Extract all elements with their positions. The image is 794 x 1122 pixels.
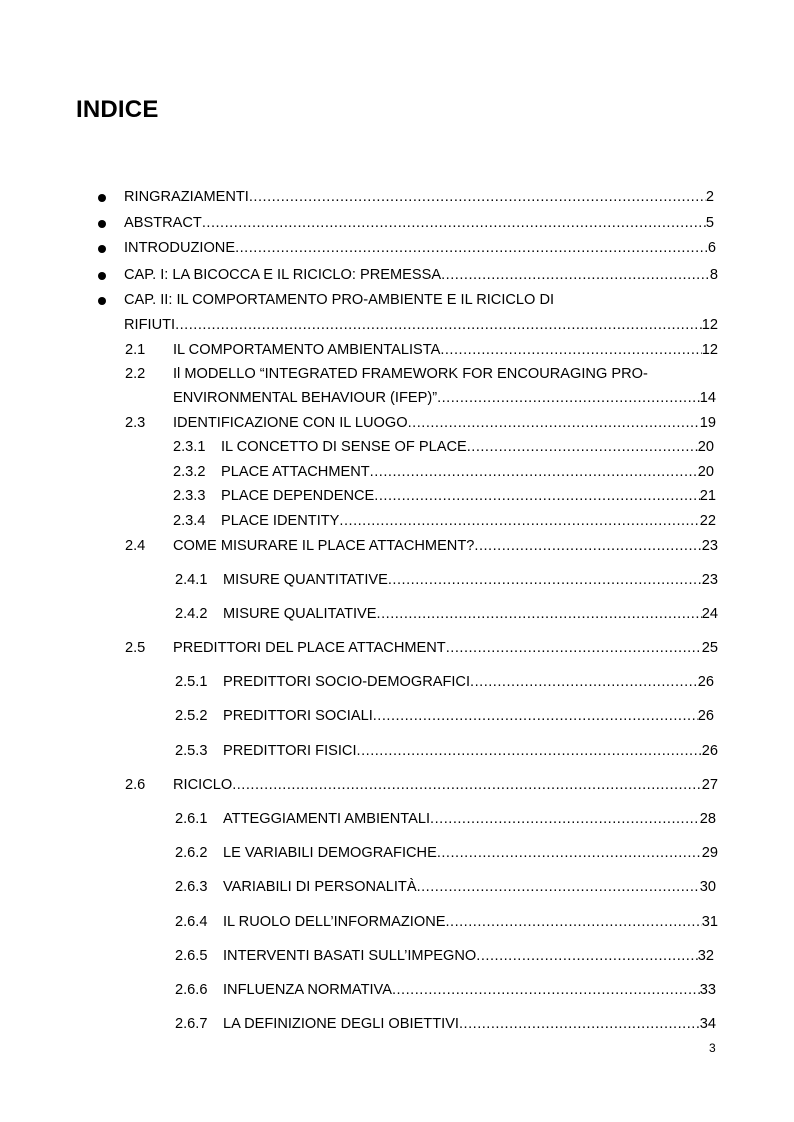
toc-page-number: 30 <box>699 879 716 895</box>
dot-leader <box>446 637 702 659</box>
toc-entry-text: COME MISURARE IL PLACE ATTACHMENT? <box>173 538 475 554</box>
dot-leader <box>408 412 700 434</box>
section-number: 2.3.2 <box>173 464 206 480</box>
dot-leader <box>459 1013 700 1035</box>
toc-entry-2-5-2[interactable] <box>0 705 794 727</box>
toc-entry-cap-1[interactable] <box>0 264 794 286</box>
toc-page-number: 22 <box>699 513 716 529</box>
toc-entry-2-5[interactable] <box>0 637 794 659</box>
section-number: 2.6.7 <box>175 1016 208 1032</box>
section-number: 2.1 <box>125 342 146 358</box>
dot-leader <box>437 842 702 864</box>
toc-entry-2-3-4[interactable] <box>0 510 794 532</box>
toc-page-number: 21 <box>699 488 716 504</box>
toc-page-number: 32 <box>697 948 714 964</box>
dot-leader <box>441 264 710 286</box>
toc-page-number: 26 <box>697 708 714 724</box>
bullet-icon <box>98 220 106 228</box>
section-number: 2.3.4 <box>173 513 206 529</box>
toc-entry-introduzione[interactable] <box>0 237 794 259</box>
dot-leader <box>370 461 698 483</box>
toc-entry-text: LA DEFINIZIONE DEGLI OBIETTIVI <box>223 1016 459 1032</box>
toc-page-number: 26 <box>697 674 714 690</box>
dot-leader <box>374 485 699 507</box>
page-title: INDICE <box>76 96 159 123</box>
toc-entry-text: PREDITTORI DEL PLACE ATTACHMENT <box>173 640 446 656</box>
page-number: 3 <box>709 1041 716 1055</box>
toc-entry-2-6-2[interactable] <box>0 842 794 864</box>
section-number: 2.2 <box>125 366 146 382</box>
toc-page-number: 29 <box>701 845 718 861</box>
dot-leader <box>474 535 701 557</box>
toc-page-number: 23 <box>701 538 718 554</box>
dot-leader <box>392 979 700 1001</box>
toc-entry-ringraziamenti[interactable] <box>0 186 794 208</box>
section-number: 2.3.1 <box>173 439 206 455</box>
section-number: 2.5.2 <box>175 708 208 724</box>
toc-page-number: 12 <box>701 317 718 333</box>
toc-entry-2-3-3[interactable] <box>0 485 794 507</box>
dot-leader <box>430 808 700 830</box>
dot-leader <box>249 186 706 208</box>
dot-leader <box>417 876 700 898</box>
dot-leader <box>467 436 698 458</box>
toc-entry-text-continued: RIFIUTI <box>124 317 176 333</box>
toc-page-number: 31 <box>701 914 718 930</box>
section-number: 2.5 <box>125 640 146 656</box>
dot-leader <box>476 945 697 967</box>
toc-entry-text: INTERVENTI BASATI SULL’IMPEGNO <box>223 948 477 964</box>
toc-entry-2-6-6[interactable] <box>0 979 794 1001</box>
bullet-icon <box>98 245 106 253</box>
toc-page-number: 20 <box>697 439 714 455</box>
section-number: 2.4.1 <box>175 572 208 588</box>
toc-entry-2-6-7[interactable] <box>0 1013 794 1035</box>
dot-leader <box>377 603 702 625</box>
toc-entry-text: PREDITTORI FISICI <box>223 743 357 759</box>
section-number: 2.5.3 <box>175 743 208 759</box>
toc-entry-abstract[interactable] <box>0 212 794 234</box>
dot-leader <box>437 387 700 409</box>
toc-page-number: 26 <box>701 743 718 759</box>
toc-entry-text: INFLUENZA NORMATIVA <box>223 982 392 998</box>
toc-entry-text: PLACE ATTACHMENT <box>221 464 370 480</box>
toc-entry-text: MISURE QUANTITATIVE <box>223 572 388 588</box>
section-number: 2.6.1 <box>175 811 208 827</box>
toc-entry-text: PLACE DEPENDENCE <box>221 488 375 504</box>
toc-entry-2-3[interactable] <box>0 412 794 434</box>
toc-page-number: 20 <box>697 464 714 480</box>
toc-entry-text: VARIABILI DI PERSONALITÀ <box>223 879 417 895</box>
toc-page-number: 12 <box>701 342 718 358</box>
toc-page-number: 24 <box>701 606 718 622</box>
toc-entry-2-1[interactable] <box>0 339 794 361</box>
dot-leader <box>470 671 698 693</box>
section-number: 2.6.5 <box>175 948 208 964</box>
dot-leader <box>235 237 708 259</box>
toc-entry-text: Il MODELLO “INTEGRATED FRAMEWORK FOR ENCOURAGING PRO- <box>173 366 648 382</box>
toc-entry-text-continued: ENVIRONMENTAL BEHAVIOUR (IFEP)” <box>173 390 438 406</box>
toc-entry-text: MISURE QUALITATIVE <box>223 606 377 622</box>
dot-leader <box>232 774 702 796</box>
section-number: 2.3 <box>125 415 146 431</box>
dot-leader <box>445 911 701 933</box>
section-number: 2.6.6 <box>175 982 208 998</box>
dot-leader <box>175 314 702 336</box>
toc-entry-2-6-3[interactable] <box>0 876 794 898</box>
toc-page-number: 14 <box>699 390 716 406</box>
section-number: 2.3.3 <box>173 488 206 504</box>
toc-page-number: 5 <box>705 215 714 231</box>
toc-entry-2-6-1[interactable] <box>0 808 794 830</box>
toc-entry-text: RINGRAZIAMENTI <box>124 189 249 205</box>
toc-entry-text: IL COMPORTAMENTO AMBIENTALISTA <box>173 342 441 358</box>
dot-leader <box>357 740 702 762</box>
toc-entry-text: INTRODUZIONE <box>124 240 236 256</box>
toc-page-number: 8 <box>709 267 718 283</box>
dot-leader <box>339 510 699 532</box>
toc-entry-2-5-1[interactable] <box>0 671 794 693</box>
toc-page-number: 23 <box>701 572 718 588</box>
toc-page-number: 28 <box>699 811 716 827</box>
toc-entry-2-4-2[interactable] <box>0 603 794 625</box>
toc-page-number: 27 <box>701 777 718 793</box>
bullet-icon <box>98 272 106 280</box>
toc-page-number: 25 <box>701 640 718 656</box>
section-number: 2.6.2 <box>175 845 208 861</box>
bullet-icon <box>98 194 106 202</box>
section-number: 2.4 <box>125 538 146 554</box>
toc-entry-2-6-5[interactable] <box>0 945 794 967</box>
section-number: 2.6.3 <box>175 879 208 895</box>
toc-page-number: 19 <box>699 415 716 431</box>
section-number: 2.6.4 <box>175 914 208 930</box>
toc-entry-text: ABSTRACT <box>124 215 202 231</box>
dot-leader <box>440 339 701 361</box>
toc-entry-2-4-1[interactable] <box>0 569 794 591</box>
toc-page-number: 33 <box>699 982 716 998</box>
toc-entry-text: PREDITTORI SOCIALI <box>223 708 373 724</box>
toc-entry-text: ATTEGGIAMENTI AMBIENTALI <box>223 811 431 827</box>
dot-leader <box>388 569 702 591</box>
section-number: 2.6 <box>125 777 146 793</box>
toc-page-number: 34 <box>699 1016 716 1032</box>
toc-entry-text: CAP. II: IL COMPORTAMENTO PRO-AMBIENTE E IL RICICLO DI <box>124 292 555 308</box>
toc-entry-2-5-3[interactable] <box>0 740 794 762</box>
toc-entry-text: LE VARIABILI DEMOGRAFICHE <box>223 845 437 861</box>
toc-entry-text: PLACE IDENTITY <box>221 513 340 529</box>
toc-entry-text: PREDITTORI SOCIO-DEMOGRAFICI <box>223 674 471 690</box>
toc-entry-text: RICICLO <box>173 777 233 793</box>
toc-entry-text: IL RUOLO DELL’INFORMAZIONE <box>223 914 446 930</box>
section-number: 2.5.1 <box>175 674 208 690</box>
bullet-icon <box>98 297 106 305</box>
toc-page-number: 2 <box>705 189 714 205</box>
toc-page-number: 6 <box>707 240 716 256</box>
toc-entry-2-3-2[interactable] <box>0 461 794 483</box>
toc-entry-2-6[interactable] <box>0 774 794 796</box>
toc-entry-2-3-1[interactable] <box>0 436 794 458</box>
toc-entry-text: IL CONCETTO DI SENSE OF PLACE <box>221 439 467 455</box>
dot-leader <box>202 212 706 234</box>
toc-entry-2-6-4[interactable] <box>0 911 794 933</box>
section-number: 2.4.2 <box>175 606 208 622</box>
toc-entry-text: IDENTIFICAZIONE CON IL LUOGO <box>173 415 408 431</box>
toc-entry-text: CAP. I: LA BICOCCA E IL RICICLO: PREMESSA <box>124 267 442 283</box>
dot-leader <box>373 705 698 727</box>
toc-entry-2-4[interactable] <box>0 535 794 557</box>
